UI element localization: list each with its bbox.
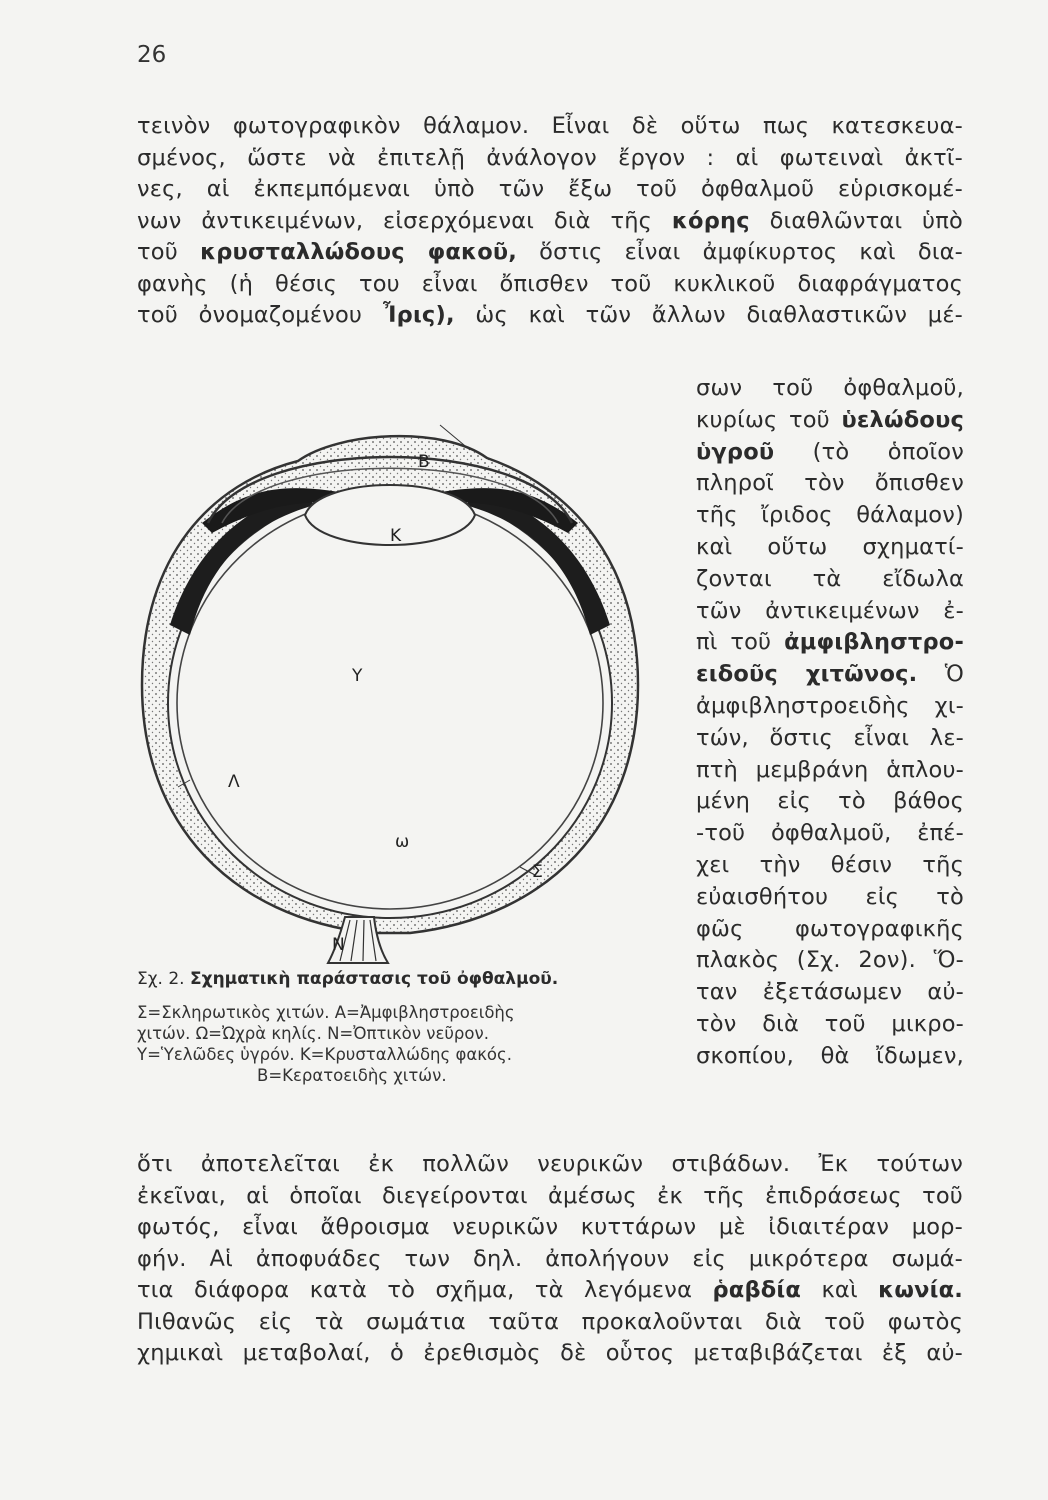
text-run: φωτός, εἶναι ἄθροισμα νευρικῶν κυττάρων μὲ ἰδιαιτέραν μορ- (137, 1214, 963, 1240)
text-run: σκοπίου, θὰ ἴδωμεν, (696, 1042, 964, 1069)
text-line (696, 501, 964, 529)
eye-diagram (140, 405, 680, 965)
text-line (137, 207, 963, 235)
text-run: τὸν διὰ τοῦ μικρο- (696, 1011, 964, 1037)
text-line (696, 406, 964, 434)
text-run: τών, ὅστις εἶναι λε- (696, 724, 964, 751)
text-run: πλακὸς (Σχ. 2ον). Ὅ- (696, 947, 964, 974)
text-line (696, 374, 964, 402)
bold-term: ἀμφιβληστρο- (784, 629, 964, 656)
text-run: φήν. Αἱ ἀποφυάδες των δηλ. ἀπολήγουν εἰς μικρότερα σωμά- (137, 1245, 963, 1272)
label-b: Β (418, 452, 430, 472)
caption-legend-line: χιτών. Ω=Ὠχρὰ κηλίς. Ν=Ὀπτικὸν νεῦρον. (137, 1024, 489, 1043)
text-run: ἀμφιβληστροειδὴς χι- (696, 693, 964, 719)
text-run: νες, αἱ ἐκπεμπόμεναι ὑπὸ τῶν ἔξω τοῦ ὀφθαλμοῦ εὑρισκομέ- (137, 176, 963, 202)
text-run: τοῦ ὀνομαζομένου (137, 302, 383, 328)
text-line (137, 175, 963, 203)
text-run: καὶ (801, 1277, 879, 1303)
text-run: χημικαὶ μεταβολαί, ὁ ἐρεθισμὸς δὲ οὗτος μεταβιβάζεται ἐξ αὐ- (137, 1340, 963, 1366)
text-run: πτὴ μεμβράνη ἁπλου- (696, 756, 964, 783)
text-line (696, 946, 964, 974)
page-number: 26 (137, 42, 167, 68)
figure-caption-title (137, 968, 685, 990)
text-run: ταν ἐξετάσωμεν αὐ- (696, 979, 964, 1006)
caption-legend-line: Υ=Ὑελῶδες ὑγρόν. Κ=Κρυσταλλώδης φακός. (137, 1045, 512, 1064)
text-line (137, 301, 963, 329)
label-y: Υ (352, 666, 363, 686)
text-run: ἐκεῖναι, αἱ ὁποῖαι διεγείρονται ἀμέσως ἐκ τῆς ἐπιδράσεως τοῦ (137, 1182, 963, 1209)
text-run: Πιθανῶς εἰς τὰ σωμάτια ταῦτα προκαλοῦνται διὰ τοῦ φωτὸς (137, 1308, 963, 1335)
text-line (696, 915, 964, 943)
text-line (696, 787, 964, 815)
caption-prefix: Σχ. 2. (137, 969, 185, 989)
text-line (696, 724, 964, 752)
text-line (137, 1276, 963, 1304)
text-run: τια διάφορα κατὰ τὸ σχῆμα, τὰ λεγόμενα (137, 1277, 713, 1303)
text-run: σων τοῦ ὀφθαλμοῦ, (696, 375, 964, 401)
text-line (696, 438, 964, 466)
text-run: -τοῦ ὀφθαλμοῦ, ἐπέ- (696, 820, 964, 847)
label-a: Λ (228, 772, 240, 792)
label-sigma: Σ (532, 862, 543, 882)
text-line (696, 1010, 964, 1038)
text-run: τῆς ἴριδος θάλαμον) (696, 502, 964, 529)
vitreous-body (177, 497, 603, 909)
text-run: (τὸ ὁποῖον (774, 438, 964, 465)
text-line (137, 1213, 963, 1241)
text-run: εὐαισθήτου εἰς τὸ (696, 883, 964, 910)
text-line (696, 565, 964, 593)
bold-term: ὑελώδους (841, 406, 964, 433)
text-run: νων ἀντικειμένων, εἰσερχόμεναι διὰ τῆς (137, 207, 672, 234)
text-line (696, 533, 964, 561)
text-line (137, 1150, 963, 1178)
text-line (137, 1339, 963, 1367)
text-run: μένη εἰς τὸ βάθος (696, 788, 964, 815)
text-run: καὶ οὕτω σχηματί- (696, 534, 964, 560)
text-line (696, 819, 964, 847)
bold-term: κόρης (671, 207, 750, 234)
text-line (137, 270, 963, 298)
text-run: πὶ τοῦ (696, 629, 785, 656)
bold-term: κωνία. (878, 1277, 963, 1303)
text-line (696, 692, 964, 720)
text-run: ὡς καὶ τῶν ἄλλων διαθλαστικῶν μέ- (454, 302, 963, 328)
text-line (696, 1042, 964, 1070)
text-line (137, 1245, 963, 1273)
text-run: φῶς φωτογραφικῆς (696, 915, 964, 942)
text-line (696, 597, 964, 625)
text-line (137, 1308, 963, 1336)
text-run: ὅστις εἶναι ἀμφίκυρτος καὶ δια- (517, 239, 963, 265)
eye-diagram-figure (140, 405, 680, 965)
text-run: τοῦ (137, 239, 201, 265)
text-line (137, 1182, 963, 1210)
text-line (696, 883, 964, 911)
text-run: Ὁ (917, 661, 965, 688)
bold-term: ῥαβδία (712, 1277, 802, 1303)
text-run: κυρίως τοῦ (696, 406, 842, 433)
text-run: φανὴς (ἡ θέσις του εἶναι ὄπισθεν τοῦ κυκλικοῦ διαφράγματος (137, 270, 963, 297)
text-run: τεινὸν φωτογραφικὸν θάλαμον. Εἶναι δὲ οὕτω πως κατεσκευα- (137, 113, 963, 139)
text-line (696, 851, 964, 879)
label-n: Ν (332, 935, 345, 955)
bold-term: ὑγροῦ (696, 438, 775, 465)
label-omega: ω (395, 832, 410, 852)
bold-term: ειδοῦς χιτῶνος. (696, 661, 918, 688)
bold-term: Ἶρις), (382, 302, 455, 328)
text-line (696, 660, 964, 688)
text-line (137, 238, 963, 266)
text-run: πληροῖ τὸν ὄπισθεν (696, 470, 964, 497)
text-line (137, 112, 963, 140)
caption-legend-line: Β=Κερατοειδὴς χιτών. (257, 1066, 447, 1085)
text-line (696, 756, 964, 784)
bold-term: κρυσταλλώδους φακοῦ, (200, 239, 518, 265)
text-run: ζονται τὰ εἴδωλα (696, 565, 964, 592)
text-run: χει τὴν θέσιν τῆς (696, 852, 964, 878)
text-line (696, 628, 964, 656)
text-line (696, 978, 964, 1006)
text-run: διαθλῶνται ὑπὸ (749, 207, 963, 234)
text-run: τῶν ἀντικειμένων ἐ- (696, 597, 964, 624)
text-run: ὅτι ἀποτελεῖται ἐκ πολλῶν νευρικῶν στιβάδων. Ἐκ τούτων (137, 1151, 963, 1177)
label-k: Κ (390, 526, 402, 546)
text-run: σμένος, ὥστε νὰ ἐπιτελῇ ἀνάλογον ἔργον : αἱ φωτειναὶ ἀκτῖ- (137, 144, 963, 171)
text-line (696, 469, 964, 497)
caption-legend-line: Σ=Σκληρωτικὸς χιτών. Α=Ἀμφιβληστροειδὴς (137, 1003, 515, 1022)
caption-heading: Σχηματικὴ παράστασις τοῦ ὀφθαλμοῦ. (190, 969, 559, 989)
text-line (137, 144, 963, 172)
